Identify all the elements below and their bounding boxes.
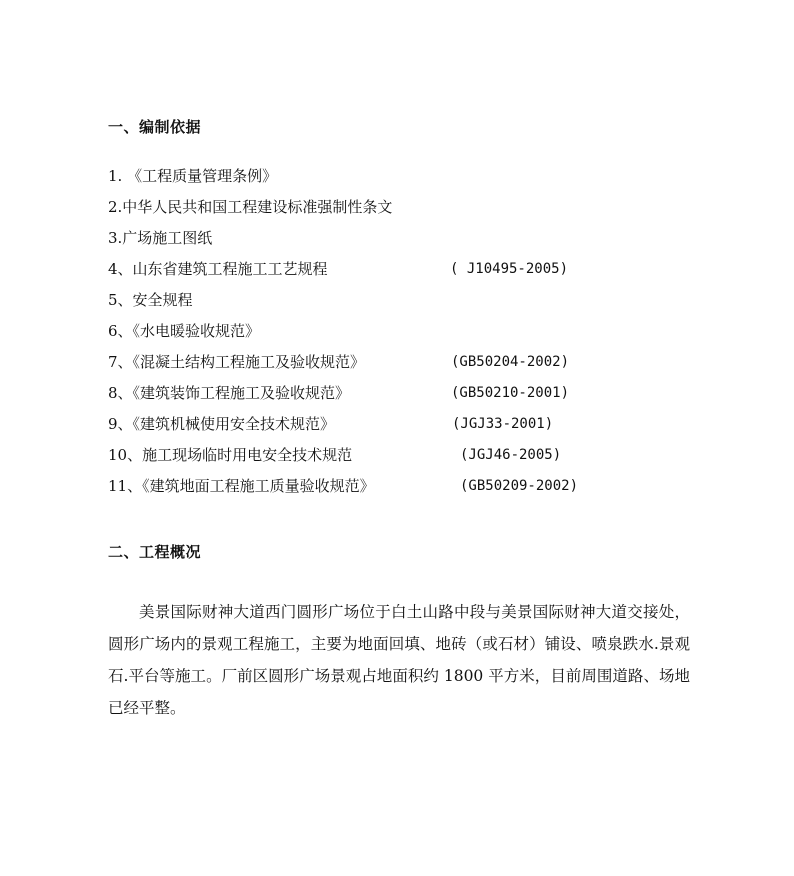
list-item-text: 8、《建筑装饰工程施工及验收规范》: [108, 384, 351, 402]
project-overview-paragraph: 美景国际财神大道西门圆形广场位于白土山路中段与美景国际财神大道交接处， 圆形广场内的景观工程施工，主要为地面回填、地砖（或石材）铺设、喷泉跌水.景观石.平台等施工。厂前区圆形广场景观占地面积约 1800 平方米，目前周围道路、场地已经平整。: [108, 603, 690, 717]
list-item: [108, 226, 728, 257]
list-item-text: 10、施工现场临时用电安全技术规范: [108, 446, 353, 464]
list-item-text: 11、《建筑地面工程施工质量验收规范》: [108, 477, 375, 495]
list-item-text: 5、安全规程: [108, 291, 193, 309]
list-item: [108, 350, 728, 381]
standard-code: (JGJ46-2005): [460, 447, 562, 463]
standard-code: (JGJ33-2001): [452, 416, 554, 432]
standard-code: (GB50204-2002): [451, 354, 570, 370]
list-item-text: 4、山东省建筑工程施工工艺规程: [108, 260, 328, 278]
list-item-text: 6、《水电暖验收规范》: [108, 322, 261, 340]
list-item: [108, 474, 728, 505]
standard-code: ( J10495-2005): [450, 261, 569, 277]
section-1-heading: 一、编制依据: [108, 118, 202, 136]
list-item: [108, 381, 728, 412]
list-item-text: 7、《混凝土结构工程施工及验收规范》: [108, 353, 366, 371]
section-2-heading: 二、工程概况: [108, 543, 202, 561]
list-item-text: 3.广场施工图纸: [108, 229, 213, 247]
list-item: [108, 195, 728, 226]
list-item: [108, 443, 728, 474]
standard-code: (GB50209-2002): [460, 478, 579, 494]
list-item: [108, 412, 728, 443]
list-item-text: 2.中华人民共和国工程建设标准强制性条文: [108, 198, 393, 216]
list-item: [108, 257, 728, 288]
list-item-text: 9、《建筑机械使用安全技术规范》: [108, 415, 336, 433]
list-item: [108, 288, 728, 319]
standard-code: (GB50210-2001): [451, 385, 570, 401]
reference-list: [108, 164, 728, 505]
list-item: [108, 319, 728, 350]
list-item: [108, 164, 728, 195]
list-item-text: 1. 《工程质量管理条例》: [108, 167, 278, 185]
